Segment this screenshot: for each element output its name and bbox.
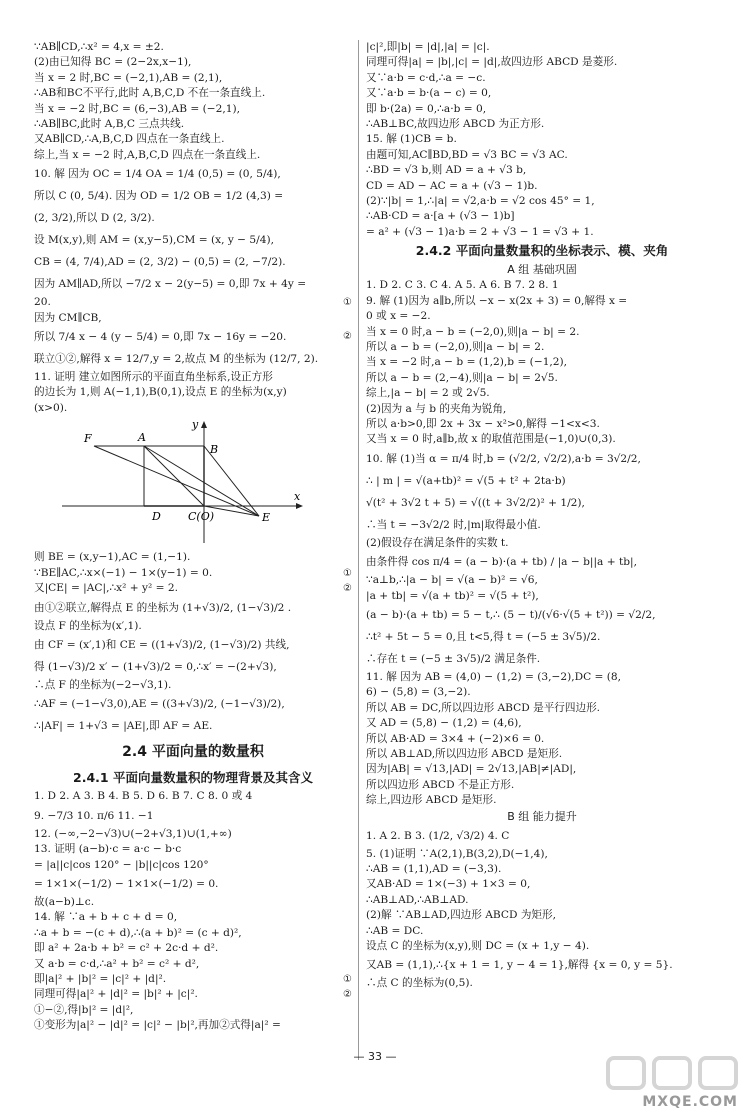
text-line: 5. (1)证明 ∵A(2,1),B(3,2),D(−1,4), <box>366 847 548 860</box>
text-line: 当 x = −2 时,a − b = (1,2),b = (−1,2), <box>366 356 568 369</box>
text-line: 11. 解 因为 AB = (4,0) − (1,2) = (3,−2),DC = (8, <box>366 670 622 683</box>
text-line: 1. D 2. A 3. B 4. B 5. D 6. B 7. C 8. 0 或 4 <box>34 790 253 803</box>
text-line: 14. 解 ∵a + b + c + d = 0, <box>34 911 178 924</box>
text-line: |a + tb| = √(a + tb)² = √(5 + t²), <box>366 589 539 602</box>
text-line: ∴AB∥BC,此时 A,B,C 三点共线. <box>34 118 185 131</box>
text-line: 又当 x = 0 时,a∥b,故 x 的取值范围是(−1,0)∪(0,3). <box>366 433 616 446</box>
text-line: 又 AD = (5,8) − (1,2) = (4,6), <box>366 717 522 730</box>
text-line: 设点 C 的坐标为(x,y),则 DC = (x + 1,y − 4). <box>366 940 590 953</box>
equation-tag: ① <box>343 973 352 985</box>
text-line: ∴点 C 的坐标为(0,5). <box>366 977 473 990</box>
label-C-origin: C(O) <box>188 510 215 524</box>
text-line: (2, 3/2),所以 D (2, 3/2). <box>34 212 155 225</box>
text-line: 综上,|a − b| = 2 或 2√5. <box>366 387 490 400</box>
text-line: 即 b·(2a) = 0,∴a·b = 0, <box>366 102 487 115</box>
text-line: 同理可得|a| = |b|,|c| = |d|,故四边形 ABCD 是菱形. <box>366 56 618 69</box>
label-D: D <box>152 510 161 524</box>
text-line: √(t² + 3√2 t + 5) = √((t + 3√2/2)² + 1/2), <box>366 496 585 509</box>
text-line: ∵a⊥b,∴|a − b| = √(a − b)² = √6, <box>366 574 538 587</box>
equation-text: ∵BE∥AC,∴x×(−1) − 1×(y−1) = 0. <box>34 566 213 579</box>
text-line: ①变形为|a|² − |d|² = |c|² − |b|²,再加②式得|a|² = <box>34 1019 281 1032</box>
text-line: 因为|AB| = √13,|AD| = 2√13,|AB|≠|AD|, <box>366 763 577 776</box>
text-line <box>34 972 352 987</box>
text-line: 又AB∥CD,∴A,B,C,D 四点在一条直线上. <box>34 133 225 146</box>
text-line: ∴AB = (1,1),AD = (−3,3). <box>366 863 502 876</box>
section-heading: 2.4 平面向量的数量积 <box>122 744 264 761</box>
text-line: 由①②联立,解得点 E 的坐标为 (1+√3)/2, (1−√3)/2 . <box>34 601 292 614</box>
text-line: 又AB·AD = 1×(−3) + 1×3 = 0, <box>366 878 531 891</box>
text-line: 所以 a − b = (2,−4),则|a − b| = 2√5. <box>366 371 558 384</box>
text-line: 的边长为 1,则 A(−1,1),B(0,1),设点 E 的坐标为(x,y) <box>34 386 287 399</box>
text-line: 13. 证明 (a−b)·c = a·c − b·c <box>34 843 182 856</box>
text-line: 又 a·b = c·d,∴a² + b² = c² + d², <box>34 957 200 970</box>
text-line: 11. 证明 建立如图所示的平面直角坐标系,设正方形 <box>34 371 273 384</box>
text-line: ∴AB⊥AD,∴AB⊥AD. <box>366 893 469 906</box>
text-line: 15. 解 (1)CB = b. <box>366 133 457 146</box>
text-line: 所以四边形 ABCD 不是正方形. <box>366 778 515 791</box>
text-line <box>34 581 352 596</box>
text-line: 综上,当 x = −2 时,A,B,C,D 四点在一条直线上. <box>34 148 261 161</box>
text-line: 所以 AB⊥AD,所以四边形 ABCD 是矩形. <box>366 748 563 760</box>
text-line: 10. 解 因为 OC = 1/4 OA = 1/4 (0,5) = (0, 5/4), <box>34 168 281 181</box>
label-E: E <box>262 511 271 525</box>
text-line: ∴t² + 5t − 5 = 0,且 t<5,得 t = (−5 ± 3√5)/2. <box>366 630 601 643</box>
text-line: ∴|AF| = 1+√3 = |AE|,即 AF = AE. <box>34 720 213 733</box>
text-line: 1. D 2. C 3. C 4. A 5. A 6. B 7. 2 8. 1 <box>366 279 559 292</box>
text-line: ∴BD = √3 b,则 AD = a + √3 b, <box>366 164 527 177</box>
text-line: ∵AB∥CD,∴x² = 4,x = ±2. <box>34 41 164 53</box>
right-column <box>366 40 718 992</box>
column-divider <box>358 40 359 1060</box>
text-line: 又∵a·b = c·d,∴a = −c. <box>366 71 486 84</box>
group-heading-a: A 组 基础巩固 <box>507 263 577 277</box>
text-line: (a − b)·(a + tb) = 5 − t,∴ (5 − t)/(√6·√(5 + t²)) = √2/2, <box>366 608 656 621</box>
text-line: ∴AB = DC. <box>366 924 424 937</box>
equation-text: 即|a|² + |b|² = |c|² + |d|². <box>34 972 167 985</box>
subsection-heading: 2.4.1 平面向量数量积的物理背景及其含义 <box>73 770 313 786</box>
text-line: 由题可知,AC∥BD,BD = √3 BC = √3 AC. <box>366 148 568 161</box>
text-line <box>34 295 352 310</box>
equation-tag: ① <box>343 567 352 579</box>
equation-text: 所以 7/4 x − 4 (y − 5/4) = 0,即 7x − 16y = −20. <box>34 331 287 344</box>
text-line: 联立①②,解得 x = 12/7,y = 2,故点 M 的坐标为 (12/7, 2). <box>34 353 319 366</box>
text-line: ∴AB·CD = a·[a + (√3 − 1)b] <box>366 210 515 223</box>
text-line: ∴ | m | = √(a+tb)² = √(5 + t² + 2ta·b) <box>366 474 566 487</box>
equation-tag: ② <box>343 331 352 343</box>
text-line: 则 BE = (x,y−1),AC = (1,−1). <box>34 551 191 564</box>
text-line: 1. A 2. B 3. (1/2, √3/2) 4. C <box>366 829 510 842</box>
text-line: 当 x = 0 时,a − b = (−2,0),则|a − b| = 2. <box>366 325 580 338</box>
text-line: 所以 C (0, 5/4). 因为 OD = 1/2 OB = 1/2 (4,3) = <box>34 190 284 203</box>
text-line: (x>0). <box>34 401 68 414</box>
text-line: (2)因为 a 与 b 的夹角为锐角, <box>366 402 507 415</box>
text-line: CD = AD − AC = a + (√3 − 1)b. <box>366 179 538 192</box>
square-coordinate-figure <box>34 418 352 548</box>
text-line: ∴AB和BC不平行,此时 A,B,C,D 不在一条直线上. <box>34 87 266 100</box>
equation-tag: ① <box>343 297 352 309</box>
text-line: (2)由已知得 BC = (2−2x,x−1), <box>34 56 192 69</box>
text-line: CB = (4, 7/4),AD = (2, 3/2) − (0,5) = (2, −7/2). <box>34 256 286 269</box>
text-line: 10. 解 (1)当 α = π/4 时,b = (√2/2, √2/2),a·b = 3√2/2, <box>366 452 641 465</box>
text-line: ①−②,得|b|² = |d|², <box>34 1003 134 1016</box>
text-line: ∴点 F 的坐标为(−2−√3,1). <box>34 678 172 691</box>
text-line: (2)解 ∵AB⊥AD,四边形 ABCD 为矩形, <box>366 909 556 922</box>
text-line: ∴当 t = −3√2/2 时,|m|取得最小值. <box>366 518 541 531</box>
text-line: 又∵a·b = b·(a − c) = 0, <box>366 87 492 100</box>
text-line: 6) − (5,8) = (3,−2). <box>366 686 471 699</box>
text-line: 由 CF = (x′,1)和 CE = ((1+√3)/2, (1−√3)/2) 共线, <box>34 638 290 651</box>
text-line <box>34 326 352 348</box>
text-line: = a² + (√3 − 1)a·b = 2 + √3 − 1 = √3 + 1. <box>366 225 594 238</box>
geometry-diagram <box>54 418 304 546</box>
text-line: 设 M(x,y),则 AM = (x,y−5),CM = (x, y − 5/4), <box>34 234 274 247</box>
watermark-text: MXQE.COM <box>642 1094 738 1110</box>
text-line: 12. (−∞,−2−√3)∪(−2+√3,1)∪(1,+∞) <box>34 827 232 840</box>
text-line: 综上,四边形 ABCD 是矩形. <box>366 794 497 807</box>
text-line: 由条件得 cos π/4 = (a − b)·(a + tb) / |a − b||a + tb|, <box>366 556 637 569</box>
text-line: 设点 F 的坐标为(x′,1). <box>34 619 142 632</box>
text-line: 0 或 x = −2. <box>366 310 431 323</box>
equation-tag: ② <box>343 989 352 1001</box>
label-F: F <box>84 432 92 446</box>
text-line <box>34 987 352 1002</box>
equation-text: 又|CE| = |AC|,∴x² + y² = 2. <box>34 582 178 595</box>
text-line: (2)假设存在满足条件的实数 t. <box>366 536 509 549</box>
label-x: x <box>294 490 301 504</box>
text-line: 所以 AB = DC,所以四边形 ABCD 是平行四边形. <box>366 701 601 714</box>
text-line: 又AB = (1,1),∴{x + 1 = 1, y − 4 = 1},解得 {x = 0, y = 5}. <box>366 959 673 972</box>
text-line: (2)∵|b| = 1,∴|a| = √2,a·b = √2 cos 45° = 1, <box>366 195 595 208</box>
equation-tag: ② <box>343 583 352 595</box>
text-line: = 1×1×(−1/2) − 1×1×(−1/2) = 0. <box>34 877 219 890</box>
text-line: 当 x = −2 时,BC = (6,−3),AB = (−2,1), <box>34 102 240 115</box>
text-line: 因为 CM∥CB, <box>34 311 102 324</box>
label-A: A <box>138 431 146 445</box>
text-line: 即 a² + 2a·b + b² = c² + 2c·d + d². <box>34 942 219 955</box>
text-line: ∴AB⊥BC,故四边形 ABCD 为正方形. <box>366 118 545 131</box>
equation-text: 20. <box>34 296 51 309</box>
text-line: 当 x = 2 时,BC = (−2,1),AB = (2,1), <box>34 71 223 84</box>
text-line: ∴存在 t = (−5 ± 3√5)/2 满足条件. <box>366 652 541 665</box>
group-heading-b: B 组 能力提升 <box>507 809 577 823</box>
text-line: 得 (1−√3)/2 x′ − (1+√3)/2 = 0,∴x′ = −(2+√3), <box>34 660 277 673</box>
text-line: 所以 a·b>0,即 2x + 3x − x²>0,解得 −1<x<3. <box>366 417 600 430</box>
text-line <box>34 566 352 581</box>
text-line: 所以 AB·AD = 3×4 + (−2)×6 = 0. <box>366 732 545 745</box>
text-line: 因为 AM∥AD,所以 −7/2 x − 2(y−5) = 0,即 7x + 4y = <box>34 278 307 291</box>
text-line: = |a||c|cos 120° − |b||c|cos 120° <box>34 858 209 871</box>
page-number: — 33 — <box>353 1050 397 1063</box>
label-y: y <box>192 418 199 432</box>
equation-text: 同理可得|a|² + |d|² = |b|² + |c|². <box>34 988 198 1001</box>
text-line: |c|²,即|b| = |d|,|a| = |c|. <box>366 41 490 53</box>
text-line: 故(a−b)⊥c. <box>34 895 95 908</box>
left-column <box>34 40 352 1034</box>
text-line: 9. 解 (1)因为 a∥b,所以 −x − x(2x + 3) = 0,解得 x = <box>366 294 628 307</box>
label-B: B <box>210 443 219 457</box>
text-line: ∴a + b = −(c + d),∴(a + b)² = (c + d)², <box>34 926 242 939</box>
text-line: 所以 a − b = (−2,0),则|a − b| = 2. <box>366 340 545 353</box>
text-line: 9. −7/3 10. π/6 11. −1 <box>34 809 154 822</box>
text-line: ∴AF = (−1−√3,0),AE = ((3+√3)/2, (−1−√3)/2), <box>34 698 285 711</box>
subsection-heading: 2.4.2 平面向量数量积的坐标表示、模、夹角 <box>415 243 669 259</box>
